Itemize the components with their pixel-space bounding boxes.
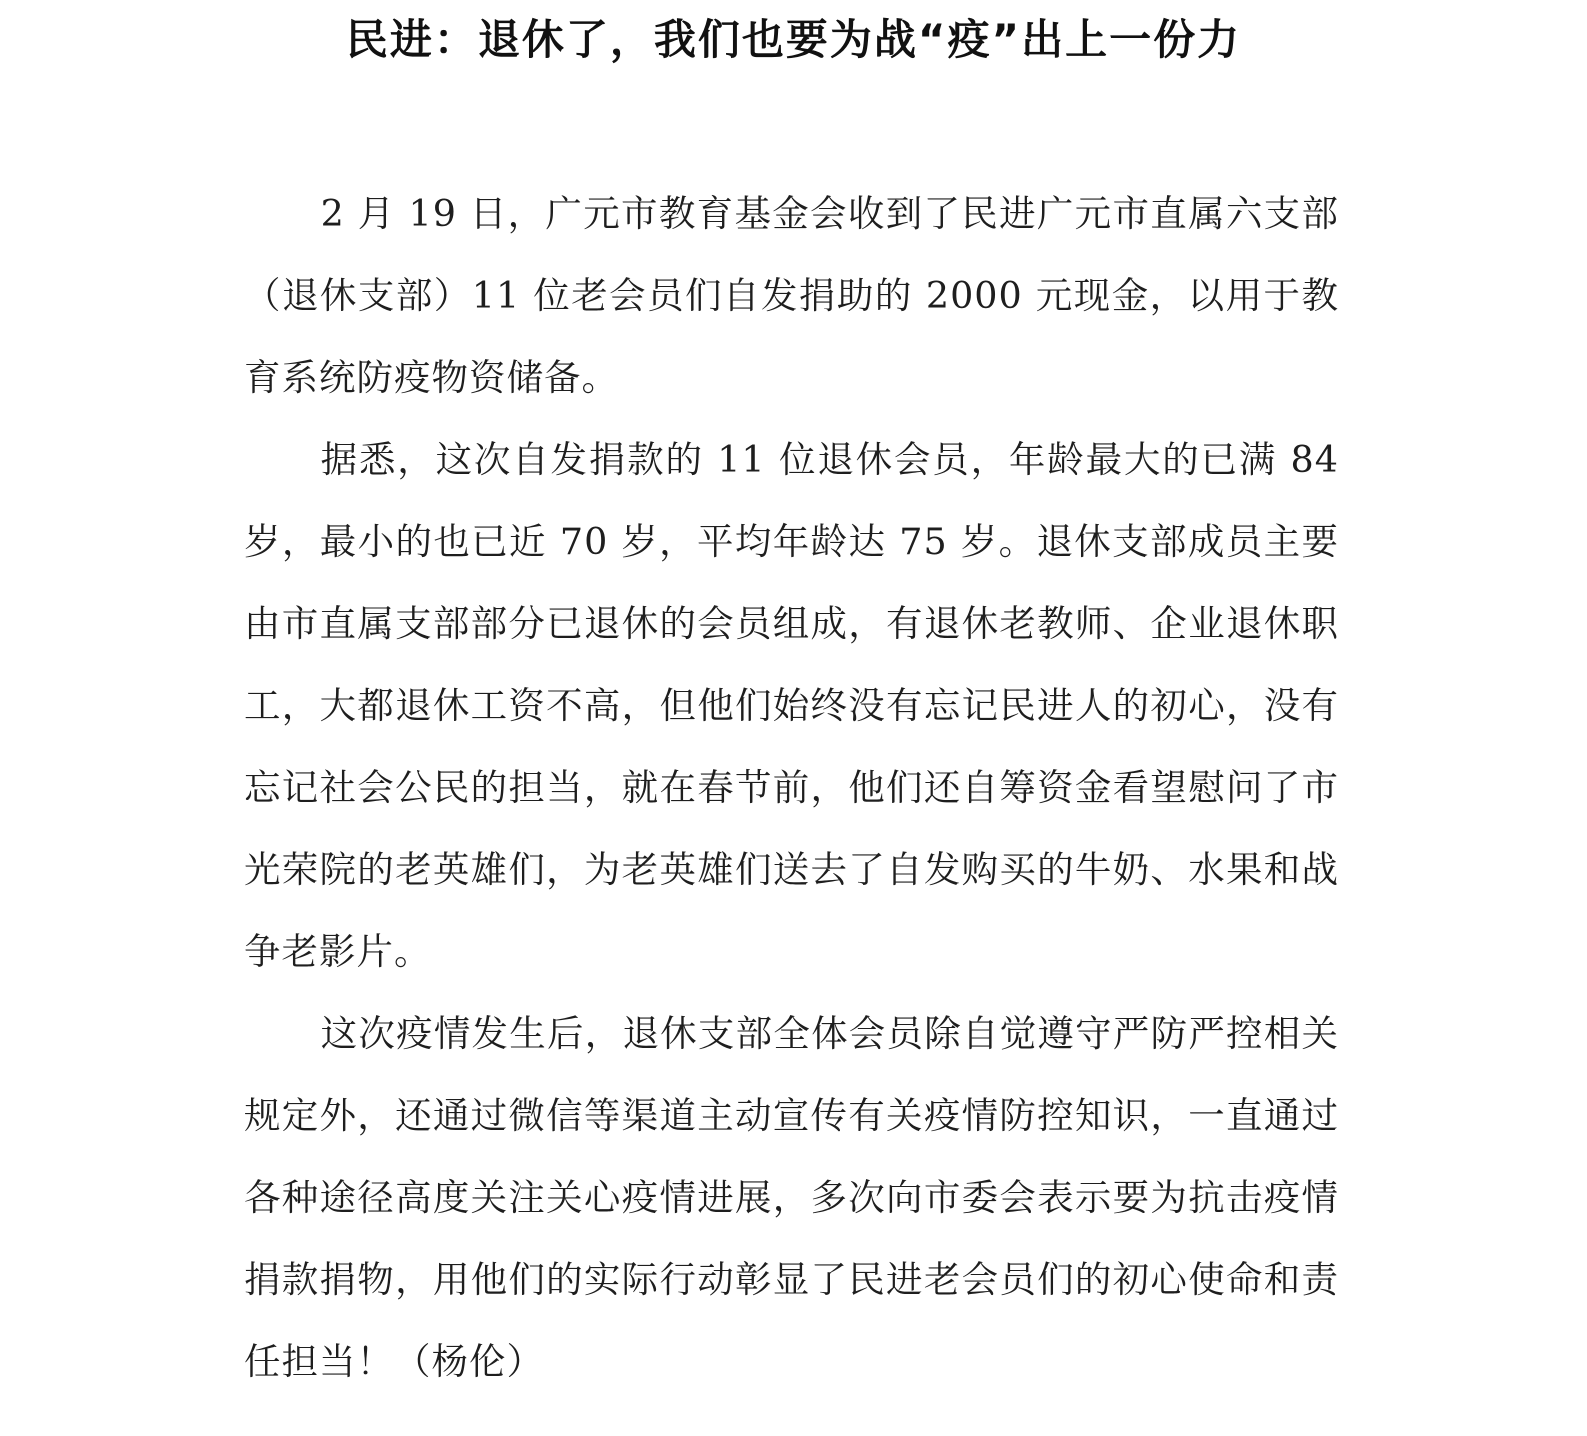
paragraph: 这次疫情发生后，退休支部全体会员除自觉遵守严防严控相关规定外，还通过微信等渠道主动宣传有关疫情防控知识，一直通过各种途径高度关注关心疫情进展，多次向市委会表示要为抗击疫情捐款捐物，用他们的实际行动彰显了民进老会员们的初心使命和责任担当！（杨伦） <box>244 1012 1339 1383</box>
paragraph: 据悉，这次自发捐款的 11 位退休会员，年龄最大的已满 84 岁，最小的也已近 70 岁，平均年龄达 75 岁。退休支部成员主要由市直属支部部分已退休的会员组成，有退休老教师、企业退休职工，大都退休工资不高，但他们始终没有忘记民进人的初心，没有忘记社会公民的担当，就在春节前，他们还自筹资金看望慰问了市光荣院的老英雄们，为老英雄们送去了自发购买的牛奶、水果和战争老影片。 <box>244 438 1339 973</box>
paragraph: 2 月 19 日，广元市教育基金会收到了民进广元市直属六支部（退休支部）11 位老会员们自发捐助的 2000 元现金，以用于教育系统防疫物资储备。 <box>244 192 1339 399</box>
article-body <box>244 173 1339 1403</box>
document-title: 民进：退休了，我们也要为战“疫”出上一份力 <box>345 15 1242 64</box>
